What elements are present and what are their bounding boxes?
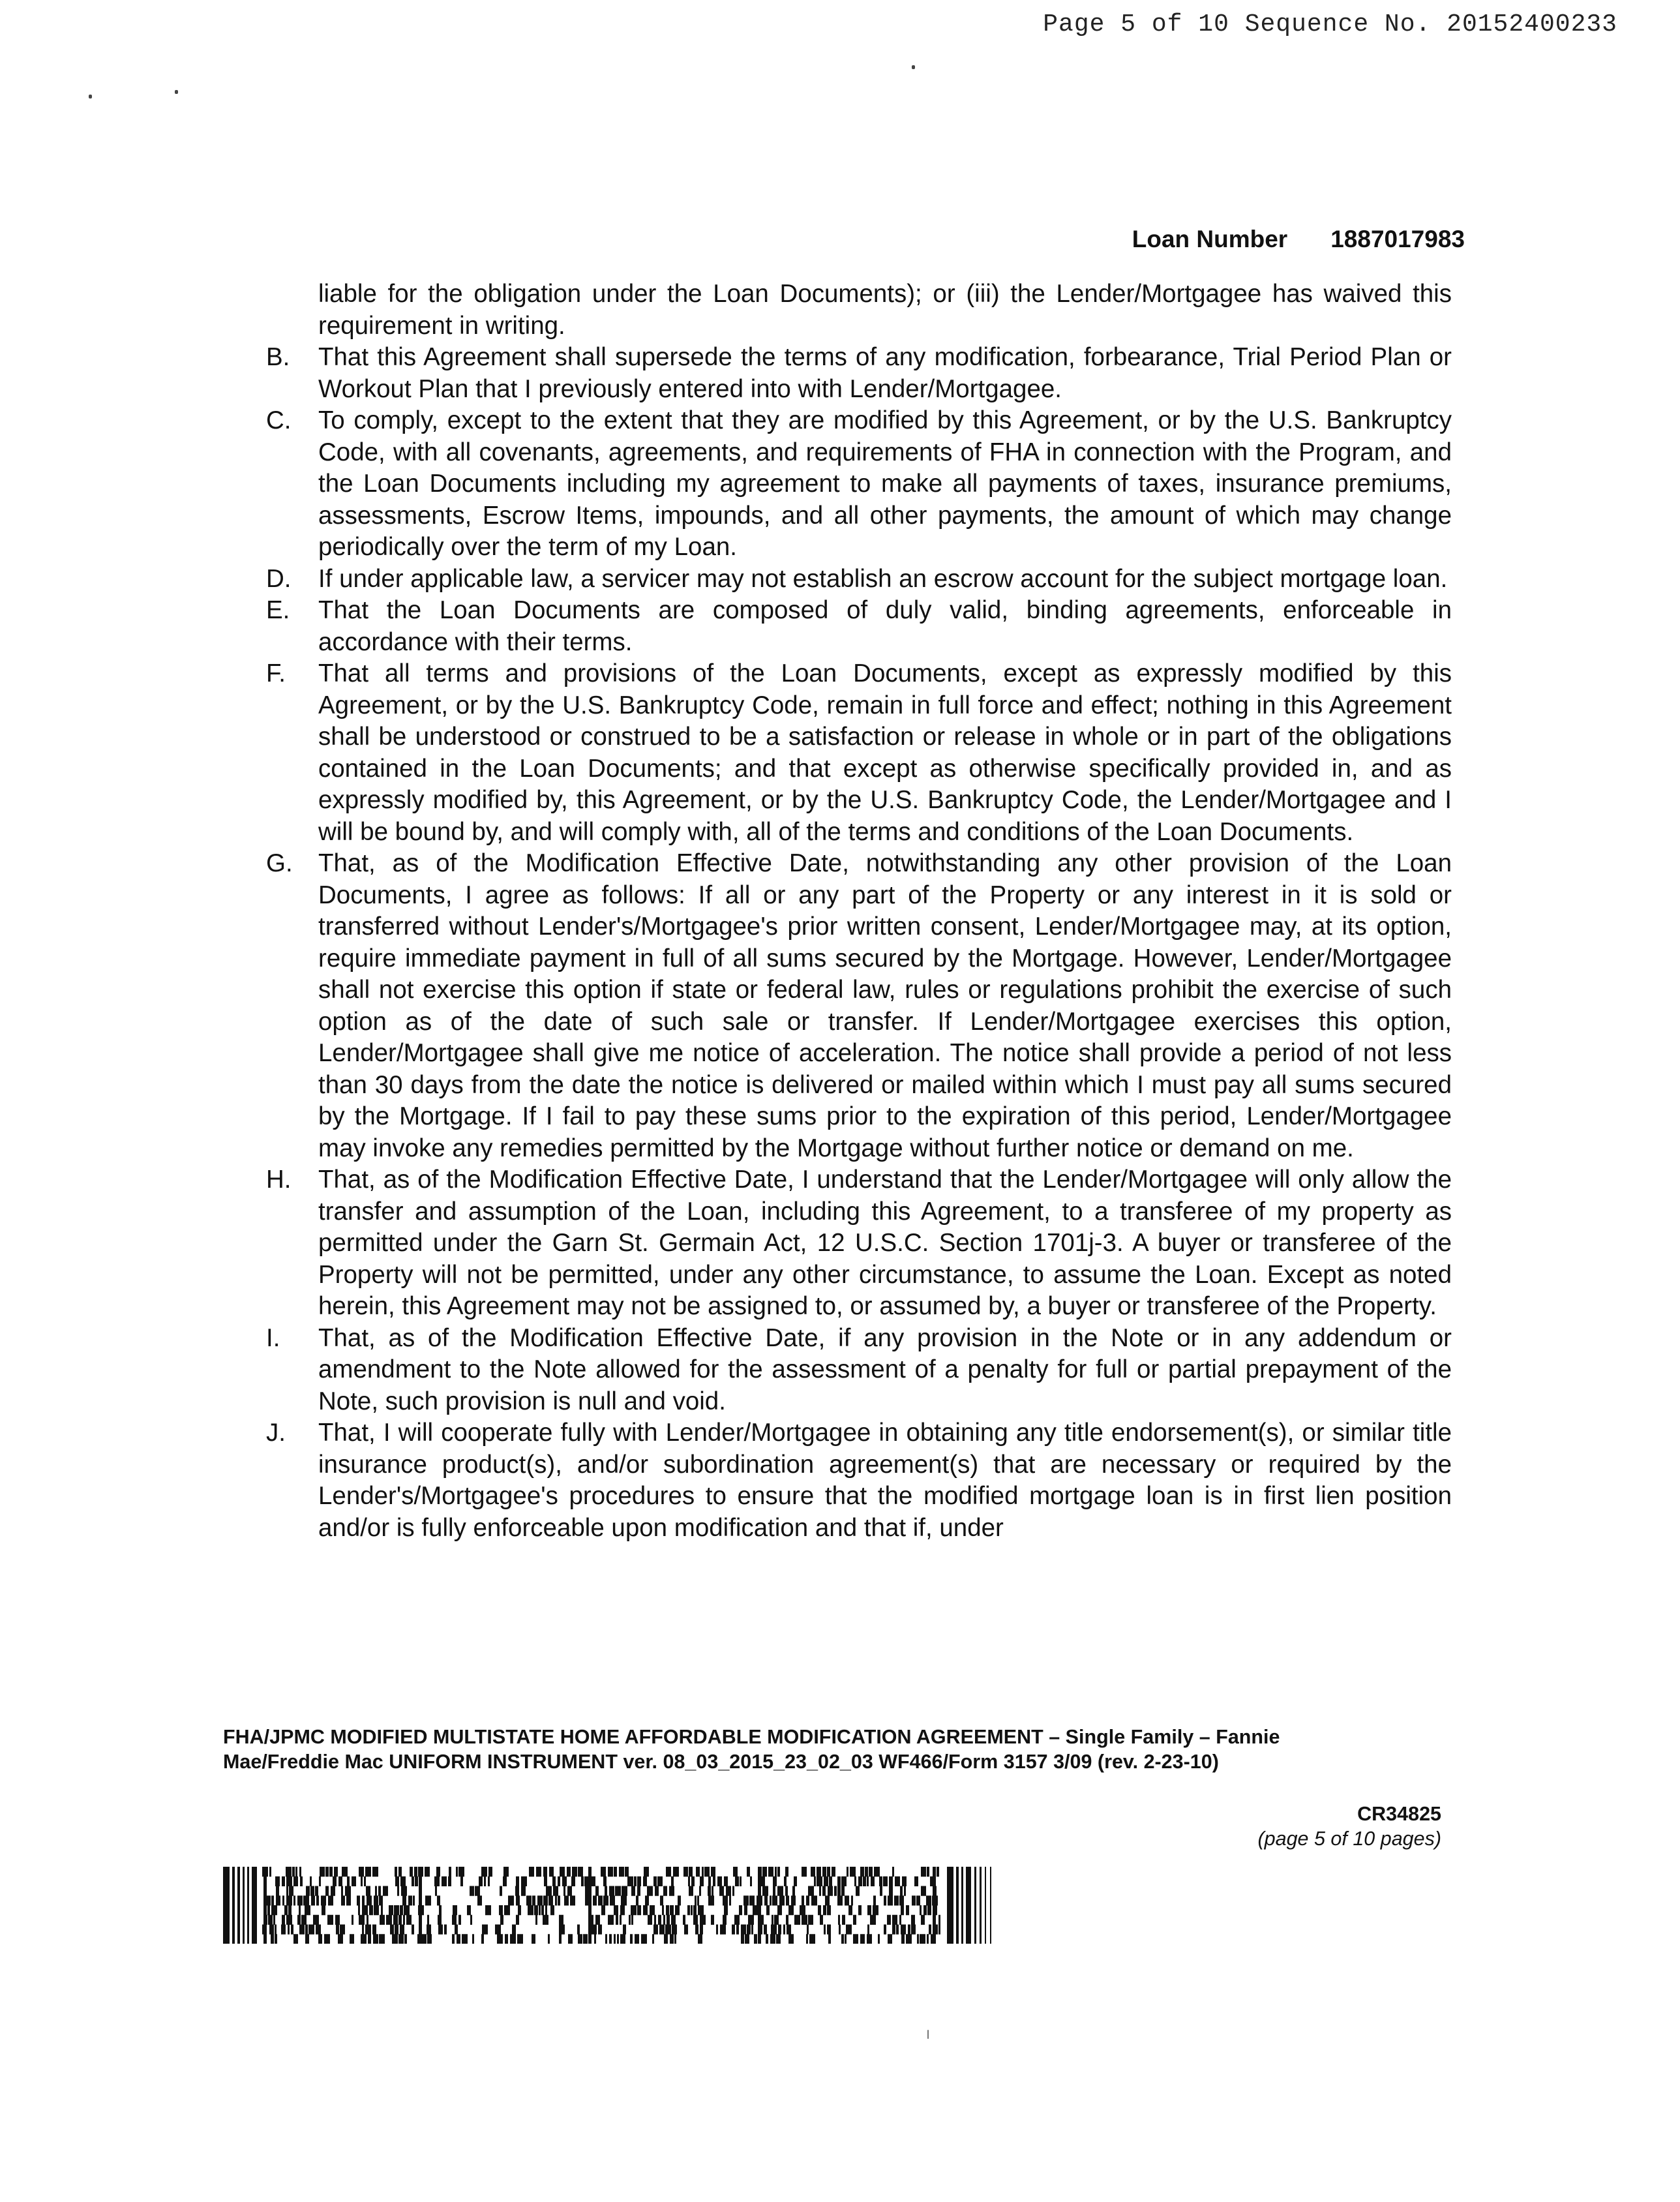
clause-letter: G. xyxy=(266,849,293,877)
clause-letter: J. xyxy=(266,1419,286,1447)
clause-text: That all terms and provisions of the Loan Documents, except as expressly modified by this Agreement, or by the U.S. Bankruptcy Code, remain in full force and effect; nothing in this Agreement shall be understood or construed to be a satisfaction or release in whole or in part of the obligations contained in the Loan Documents; and that except as otherwise specifically provided in, and as expressly modified by, this Agreement, or by the U.S. Bankruptcy Code, the Lender/Mortgagee and I will be bound by, and will comply with, all of the terms and conditions of the Loan Documents. xyxy=(318,659,1452,846)
clause-c xyxy=(266,405,1452,564)
clause-letter: H. xyxy=(266,1166,292,1194)
scan-speck xyxy=(175,90,178,94)
clause-b xyxy=(266,342,1452,405)
barcode-image xyxy=(223,1867,999,1944)
form-footer xyxy=(223,1725,1462,1774)
page-sequence-stamp: Page 5 of 10 Sequence No. 20152400233 xyxy=(1043,10,1617,38)
clause-j xyxy=(266,1417,1452,1544)
clause-text: That, as of the Modification Effective Date, if any provision in the Note or in any addendum or amendment to the Note allowed for the assessment of a penalty for full or partial prepayment of the Note, such provision is null and void. xyxy=(318,1323,1452,1415)
clause-i xyxy=(266,1323,1452,1418)
footer-line-2: Mae/Freddie Mac UNIFORM INSTRUMENT ver. 08_03_2015_23_02_03 WF466/Form 3157 3/09 (rev. 2-23-10) xyxy=(223,1751,1219,1773)
clause-text: That the Loan Documents are composed of duly valid, binding agreements, enforceable in accordance with their terms. xyxy=(318,596,1452,656)
clause-f xyxy=(266,658,1452,848)
clause-d xyxy=(266,564,1452,596)
clause-letter: I. xyxy=(266,1323,280,1352)
clause-h xyxy=(266,1164,1452,1323)
scan-speck xyxy=(927,2030,929,2039)
clause-e xyxy=(266,595,1452,658)
page-count: (page 5 of 10 pages) xyxy=(1257,1828,1441,1850)
continued-paragraph: liable for the obligation under the Loan Documents); or (iii) the Lender/Mortgagee has waived this requirement in writing. xyxy=(318,280,1452,340)
scan-speck xyxy=(89,95,92,98)
clause-text: To comply, except to the extent that they are modified by this Agreement, or by the U.S. Bankruptcy Code, with all covenants, agreements, and requirements of FHA in connection with the Program, and the Loan Documents including my agreement to make all payments of taxes, insurance premiums, assessments, Escrow Items, impounds, and all other payments, the amount of which may change periodically over the term of my Loan. xyxy=(318,406,1452,561)
agreement-body xyxy=(266,279,1452,1544)
clause-letter: E. xyxy=(266,596,290,624)
clause-letter: D. xyxy=(266,564,292,593)
scan-speck xyxy=(912,65,915,69)
clause-letter: B. xyxy=(266,343,290,371)
clause-g xyxy=(266,848,1452,1164)
clause-text: If under applicable law, a servicer may not establish an escrow account for the subject mortgage loan. xyxy=(318,564,1448,593)
form-code: CR34825 xyxy=(1357,1803,1441,1825)
clause-text: That, as of the Modification Effective Date, notwithstanding any other provision of the Loan Documents, I agree as follows: If all or any part of the Property or any interest in it is sold or transferred without Lender's/Mortgagee's prior written consent, Lender/Mortgagee may, at its option, require immediate payment in full of all sums secured by the Mortgage. However, Lender/Mortgagee shall not exercise this option if state or federal law, rules or regulations prohibit the exercise of such option as of the date of such sale or transfer. If Lender/Mortgagee exercises this option, Lender/Mortgagee shall give me notice of acceleration. The notice shall provide a period of not less than 30 days from the date the notice is delivered or mailed within which I must pay all sums secured by the Mortgage. If I fail to pay these sums prior to the expiration of this period, Lender/Mortgagee may invoke any remedies permitted by the Mortgage without further notice or demand on me. xyxy=(318,849,1452,1162)
loan-number-label: Loan Number xyxy=(1132,226,1288,252)
clause-text: That this Agreement shall supersede the terms of any modification, forbearance, Trial Period Plan or Workout Plan that I previously entered into with Lender/Mortgagee. xyxy=(318,343,1452,403)
loan-number-value: 1887017983 xyxy=(1330,226,1465,252)
loan-number-line xyxy=(1132,226,1465,253)
footer-line-1: FHA/JPMC MODIFIED MULTISTATE HOME AFFORDABLE MODIFICATION AGREEMENT – Single Family – Fannie xyxy=(223,1726,1280,1748)
clause-letter: C. xyxy=(266,406,292,434)
clause-text: That, I will cooperate fully with Lender/Mortgagee in obtaining any title endorsement(s), or similar title insurance product(s), and/or subordination agreement(s) that are necessary or required by the Lender's/Mortgagee's procedures to ensure that the modified mortgage loan is in first lien position and/or is fully enforceable upon modification and that if, under xyxy=(318,1419,1452,1542)
clause-letter: F. xyxy=(266,659,286,687)
clause-text: That, as of the Modification Effective Date, I understand that the Lender/Mortgagee will only allow the transfer and assumption of the Loan, including this Agreement, to a transferee of my property as permitted under the Garn St. Germain Act, 12 U.S.C. Section 1701j-3. A buyer or transferee of the Property will not be permitted, under any other circumstance, to assume the Loan. Except as noted herein, this Agreement may not be assigned to, or assumed by, a buyer or transferee of the Property. xyxy=(318,1166,1452,1320)
form-meta xyxy=(1258,1802,1442,1851)
